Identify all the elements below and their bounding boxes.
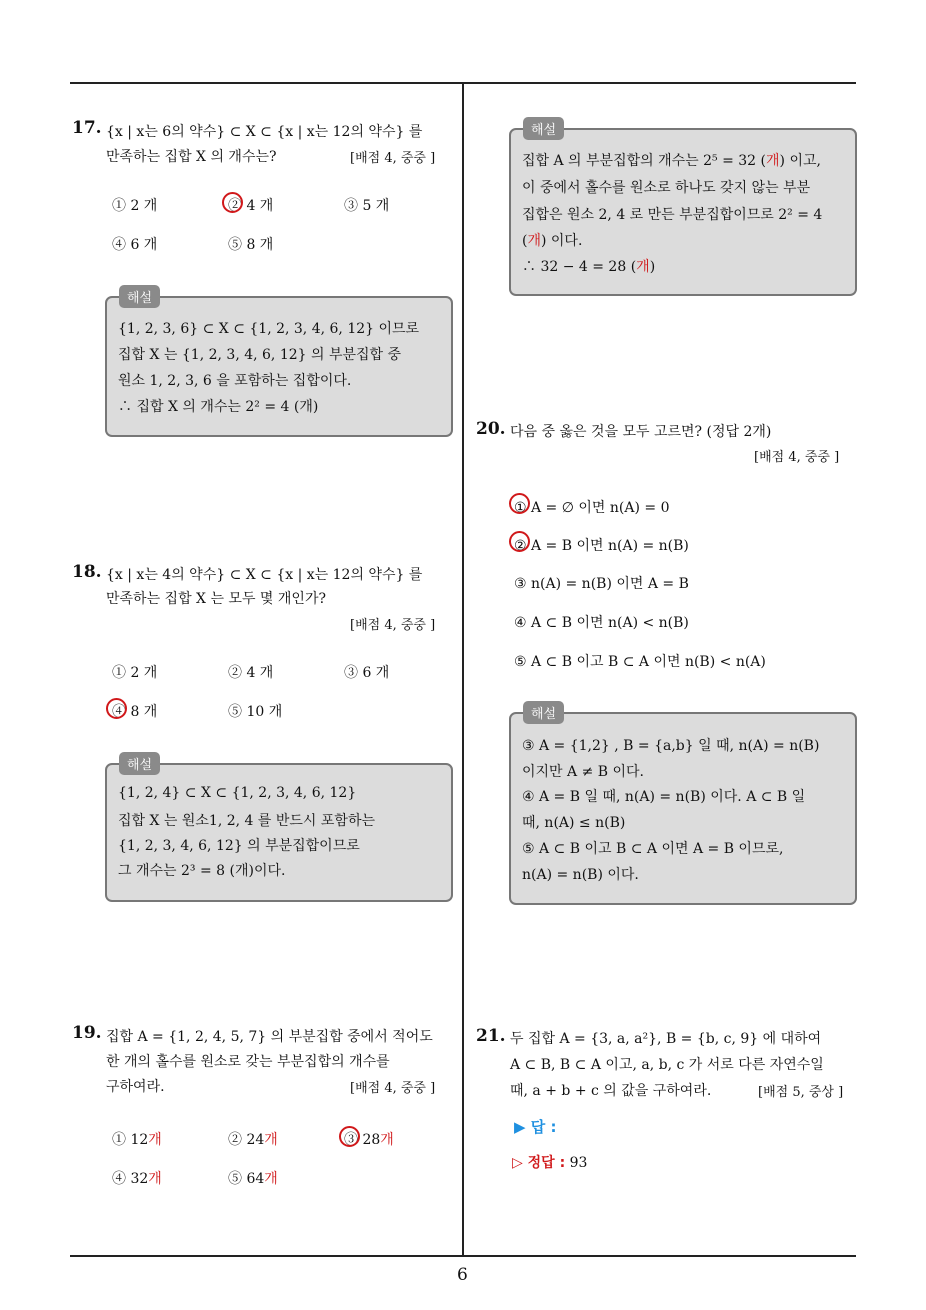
q18-choice-5[interactable]: ⑤ 10 개 <box>228 704 283 720</box>
q20-solution-line4: 때, n(A) ≤ n(B) <box>522 815 626 831</box>
q19-solution-line4: (개) 이다. <box>522 233 583 249</box>
q17-selected-mark <box>222 192 243 213</box>
q17-solution-line4: ∴ 집합 X 의 개수는 2² = 4 (개) <box>118 399 319 415</box>
q19-choice-5-value: 64 <box>246 1171 265 1187</box>
q17-solution-line1: {1, 2, 3, 6} ⊂ X ⊂ {1, 2, 3, 4, 6, 12} 이므로 <box>118 321 420 337</box>
page-number: 6 <box>457 1265 468 1285</box>
q19-choice-5-mark: ⑤ <box>228 1171 242 1187</box>
q17-choice-3[interactable]: ③ 5 개 <box>344 198 390 214</box>
q17-solution-line2: 집합 X 는 {1, 2, 3, 4, 6, 12} 의 부분집합 중 <box>118 347 402 363</box>
q17-line1: {x | x는 6의 약수} ⊂ X ⊂ {x | x는 12의 약수} 를 <box>106 124 423 140</box>
q21-answer-label[interactable]: ▶ 답 : <box>514 1118 557 1136</box>
q19-choice-2-value: 24 <box>246 1132 265 1148</box>
q19-choice-4[interactable] <box>112 1168 162 1188</box>
q19-choice-2-unit: 개 <box>264 1132 278 1148</box>
q18-solution-line4: 그 개수는 2³ = 8 (개)이다. <box>118 863 286 879</box>
q20-solution-line5: ⑤ A ⊂ B 이고 B ⊂ A 이면 A = B 이므로, <box>522 841 784 857</box>
bottom-rule <box>70 1255 856 1257</box>
q21-number: 21. <box>476 1026 506 1046</box>
q20-choice-4[interactable]: ④ A ⊂ B 이면 n(A) < n(B) <box>514 615 689 631</box>
q18-choice-2[interactable]: ② 4 개 <box>228 665 274 681</box>
q19-choice-1-value: 12 <box>130 1132 149 1148</box>
q17-number: 17. <box>72 118 102 138</box>
q20-choice-1[interactable]: ① A = ∅ 이면 n(A) = 0 <box>514 500 670 516</box>
q19-solution-line2: 이 중에서 홀수를 원소로 하나도 갖지 않는 부분 <box>522 180 811 196</box>
q19-choice-3-unit: 개 <box>380 1132 394 1148</box>
q19-line3: 구하여라. <box>106 1079 165 1095</box>
q19-choice-1[interactable] <box>112 1129 162 1149</box>
q18-choice-3[interactable]: ③ 6 개 <box>344 665 390 681</box>
q20-solution-line6: n(A) = n(B) 이다. <box>522 867 639 883</box>
q21-line1: 두 집합 A = {3, a, a²}, B = {b, c, 9} 에 대하여 <box>510 1031 822 1047</box>
q19-meta: [배점 4, 중중 ] <box>350 1081 436 1096</box>
q17-choice-2[interactable]: ② 4 개 <box>228 198 274 214</box>
q20-number: 20. <box>476 419 506 439</box>
q19-solution-line5: ∴ 32 − 4 = 28 (개) <box>522 259 656 275</box>
q18-solution-tag: 해설 <box>119 752 160 775</box>
q21-correct-value: 93 <box>569 1155 588 1171</box>
q19-choice-3-mark: ③ <box>344 1132 358 1148</box>
q18-meta: [배점 4, 중중 ] <box>350 618 436 633</box>
q20-choice-3[interactable]: ③ n(A) = n(B) 이면 A = B <box>514 576 689 592</box>
q20-line1: 다음 중 옳은 것을 모두 고르면? (정답 2개) <box>510 424 772 440</box>
q21-correct-label: ▷ 정답 : <box>512 1155 566 1171</box>
q19-choice-5[interactable] <box>228 1168 278 1188</box>
q18-solution-box <box>105 763 453 902</box>
q19-choice-2[interactable] <box>228 1129 278 1149</box>
q19-choice-4-mark: ④ <box>112 1171 126 1187</box>
q19-line1: 집합 A = {1, 2, 4, 5, 7} 의 부분집합 중에서 적어도 <box>106 1029 433 1045</box>
q19-number: 19. <box>72 1023 102 1043</box>
q19-solution-line3: 집합은 원소 2, 4 로 만든 부분집합이므로 2² = 4 <box>522 207 823 223</box>
q20-selected-mark-2 <box>509 531 530 552</box>
q17-choice-1[interactable]: ① 2 개 <box>112 198 158 214</box>
q19-solution-line1: 집합 A 의 부분집합의 개수는 2⁵ = 32 (개) 이고, <box>522 153 821 169</box>
q18-solution-line2: 집합 X 는 원소1, 2, 4 를 반드시 포함하는 <box>118 813 376 829</box>
q18-choice-4[interactable]: ④ 8 개 <box>112 704 158 720</box>
q20-selected-mark-1 <box>509 493 530 514</box>
q17-choice-5[interactable]: ⑤ 8 개 <box>228 237 274 253</box>
q20-solution-tag: 해설 <box>523 701 564 724</box>
q17-meta: [배점 4, 중중 ] <box>350 151 436 166</box>
q19-choice-3-value: 28 <box>362 1132 381 1148</box>
q20-solution-line1: ③ A = {1,2} , B = {a,b} 일 때, n(A) = n(B) <box>522 738 820 754</box>
q20-choice-2[interactable]: ② A = B 이면 n(A) = n(B) <box>514 538 689 554</box>
q18-solution-line1: {1, 2, 4} ⊂ X ⊂ {1, 2, 3, 4, 6, 12} <box>118 785 357 801</box>
q18-selected-mark <box>106 698 127 719</box>
q17-choice-4[interactable]: ④ 6 개 <box>112 237 158 253</box>
q18-line2: 만족하는 집합 X 는 모두 몇 개인가? <box>106 591 326 607</box>
q20-solution-line3: ④ A = B 일 때, n(A) = n(B) 이다. A ⊂ B 일 <box>522 789 806 805</box>
q18-solution-line3: {1, 2, 3, 4, 6, 12} 의 부분집합이므로 <box>118 838 360 854</box>
q20-meta: [배점 4, 중중 ] <box>754 450 840 465</box>
q21-line2: A ⊂ B, B ⊂ A 이고, a, b, c 가 서로 다른 자연수일 <box>510 1057 824 1073</box>
q18-line1: {x | x는 4의 약수} ⊂ X ⊂ {x | x는 12의 약수} 를 <box>106 567 423 583</box>
q18-number: 18. <box>72 562 102 582</box>
q20-solution-line2: 이지만 A ≠ B 이다. <box>522 764 644 780</box>
q17-solution-line3: 원소 1, 2, 3, 6 을 포함하는 집합이다. <box>118 373 352 389</box>
q19-choice-4-unit: 개 <box>148 1171 162 1187</box>
q18-choice-1[interactable]: ① 2 개 <box>112 665 158 681</box>
q19-choice-1-mark: ① <box>112 1132 126 1148</box>
q17-line2: 만족하는 집합 X 의 개수는? <box>106 149 277 165</box>
q19-choice-1-unit: 개 <box>148 1132 162 1148</box>
column-divider <box>462 84 464 1256</box>
q19-choice-5-unit: 개 <box>264 1171 278 1187</box>
q19-choice-2-mark: ② <box>228 1132 242 1148</box>
q17-solution-tag: 해설 <box>119 285 160 308</box>
q19-line2: 한 개의 홀수를 원소로 갖는 부분집합의 개수를 <box>106 1054 390 1070</box>
q19-selected-mark <box>339 1126 360 1147</box>
q21-meta: [배점 5, 중상 ] <box>758 1085 844 1100</box>
q19-solution-tag: 해설 <box>523 117 564 140</box>
q21-line3: 때, a + b + c 의 값을 구하여라. <box>510 1083 712 1099</box>
q21-correct-answer <box>512 1152 587 1172</box>
q20-choice-5[interactable]: ⑤ A ⊂ B 이고 B ⊂ A 이면 n(B) < n(A) <box>514 654 766 670</box>
q19-choice-4-value: 32 <box>130 1171 149 1187</box>
